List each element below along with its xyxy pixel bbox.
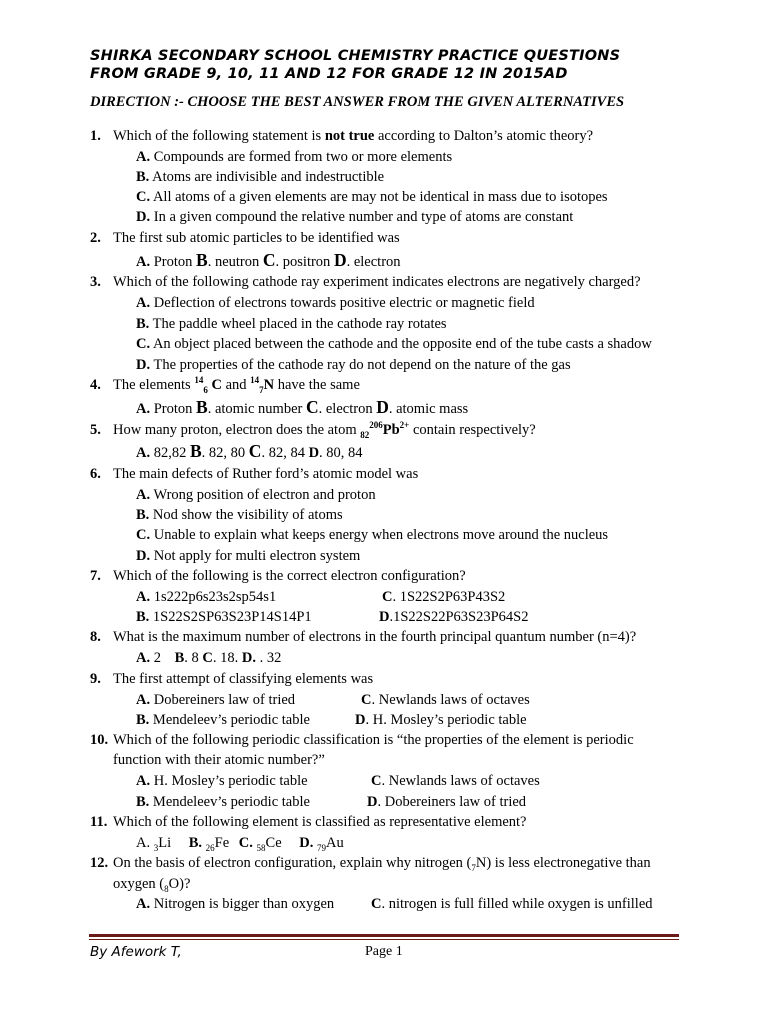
question-6-number: 6.	[90, 466, 101, 482]
question-10-text-line2: function with their atomic number?”	[113, 752, 325, 768]
question-12-text-line1: On the basis of electron configuration, explain why nitrogen $(_7N)$ is less electronegative than	[113, 855, 651, 873]
question-5-text: How many proton, electron does the atom $_{82}^{206}Pb^{2+}$ contain respectively?	[113, 420, 536, 440]
question-1-text: Which of the following statement is not true according to Dalton’s atomic theory?	[113, 128, 594, 144]
q1-option-d: D. In a given compound the relative number and type of atoms are constant	[136, 209, 574, 225]
question-1: 1.	[90, 128, 101, 144]
question-4-text: The elements $^{14}_6$ C and $^{14}_7$N have the same	[113, 375, 360, 395]
question-10-number: 10.	[90, 732, 109, 748]
question-3-number: 3.	[90, 274, 101, 290]
question-5-number: 5.	[90, 422, 101, 438]
footer-divider-thin	[89, 939, 679, 940]
question-9-number: 9.	[90, 671, 101, 687]
q6-option-a: A. Wrong position of electron and proton	[136, 487, 376, 503]
page-number: Page 1	[365, 944, 403, 959]
question-10-text-line1: Which of the following periodic classification is “the properties of the element is periodic	[113, 732, 634, 748]
q2-options: A. Proton B. neutron C. positron D. electron	[136, 250, 401, 270]
q6-option-d: D. Not apply for multi electron system	[136, 548, 361, 564]
q10-option-d: D. Dobereiners law of tried	[367, 794, 527, 810]
question-3-text: Which of the following cathode ray experiment indicates electrons are negatively charged?	[113, 274, 641, 290]
q9-option-a: A. Dobereiners law of tried	[136, 692, 296, 708]
question-9-text: The first attempt of classifying elements was	[113, 671, 374, 687]
q1-option-b: B. Atoms are indivisible and indestructible	[136, 169, 385, 185]
q9-option-b: B. Mendeleev’s periodic table	[136, 712, 310, 728]
question-6-text: The main defects of Ruther ford’s atomic model was	[113, 466, 419, 482]
q4-options: A. Proton B. atomic number C. electron D. atomic mass	[136, 397, 469, 417]
question-11-text: Which of the following element is classified as representative element?	[113, 814, 527, 830]
question-7-number: 7.	[90, 568, 101, 584]
q7-option-c: C. 1S22S2P63P43S2	[382, 589, 506, 605]
q3-option-c: C. An object placed between the cathode and the opposite end of the tube casts a shadow	[136, 336, 652, 352]
q7-option-d: D.1S22S22P63S23P64S2	[379, 609, 529, 625]
q6-option-b: B. Nod show the visibility of atoms	[136, 507, 343, 523]
q5-options: A. 82,82 B. 82, 80 C. 82, 84 D. 80, 84	[136, 441, 363, 461]
q10-option-c: C. Newlands laws of octaves	[371, 773, 540, 789]
q6-option-c: C. Unable to explain what keeps energy when electrons move around the nucleus	[136, 527, 609, 543]
footer-author: By Afework T,	[90, 944, 182, 960]
question-11-number: 11.	[90, 814, 108, 830]
question-12-text-line2: oxygen $(_8O)$?	[113, 876, 191, 894]
q12-option-c: C. nitrogen is full filled while oxygen is unfilled	[371, 896, 653, 912]
q3-option-d: D. The properties of the cathode ray do not depend on the nature of the gas	[136, 357, 571, 373]
question-2-text: The first sub atomic particles to be identified was	[113, 230, 400, 246]
question-12-number: 12.	[90, 855, 109, 871]
q1-option-c: C. All atoms of a given elements are may not be identical in mass due to isotopes	[136, 189, 608, 205]
q3-option-a: A. Deflection of electrons towards positive electric or magnetic field	[136, 295, 535, 311]
q1-option-a: A. Compounds are formed from two or more elements	[136, 149, 453, 165]
question-8-number: 8.	[90, 629, 101, 645]
q8-options: A. 2 B. 8 C. 18. D. . 32	[136, 650, 282, 666]
question-2-number: 2.	[90, 230, 101, 246]
question-4-number: 4.	[90, 377, 101, 393]
question-8-text: What is the maximum number of electrons in the fourth principal quantum number (n=4)?	[113, 629, 637, 645]
q3-option-b: B. The paddle wheel placed in the cathode ray rotates	[136, 316, 447, 332]
q9-option-d: D. H. Mosley’s periodic table	[355, 712, 527, 728]
document-title: SHIRKA SECONDARY SCHOOL CHEMISTRY PRACTICE QUESTIONS FROM GRADE 9, 10, 11 AND 12 FOR GRADE 12 IN 2015AD	[90, 48, 621, 82]
q7-option-a: A. 1s222p6s23s2sp54s1	[136, 589, 277, 605]
q10-option-b: B. Mendeleev’s periodic table	[136, 794, 310, 810]
direction-text: DIRECTION :- CHOOSE THE BEST ANSWER FROM THE GIVEN ALTERNATIVES	[90, 94, 625, 110]
question-7-text: Which of the following is the correct electron configuration?	[113, 568, 466, 584]
q7-option-b: B. 1S22S2SP63S23P14S14P1	[136, 609, 312, 625]
q9-option-c: C. Newlands laws of octaves	[361, 692, 530, 708]
q12-option-a: A. Nitrogen is bigger than oxygen	[136, 896, 335, 912]
q10-option-a: A. H. Mosley’s periodic table	[136, 773, 308, 789]
q11-options: A. $_3$Li B. $_{26}$Fe C. $_{58}$Ce D. $_{79}$Au	[136, 835, 344, 853]
footer-divider	[89, 934, 679, 937]
